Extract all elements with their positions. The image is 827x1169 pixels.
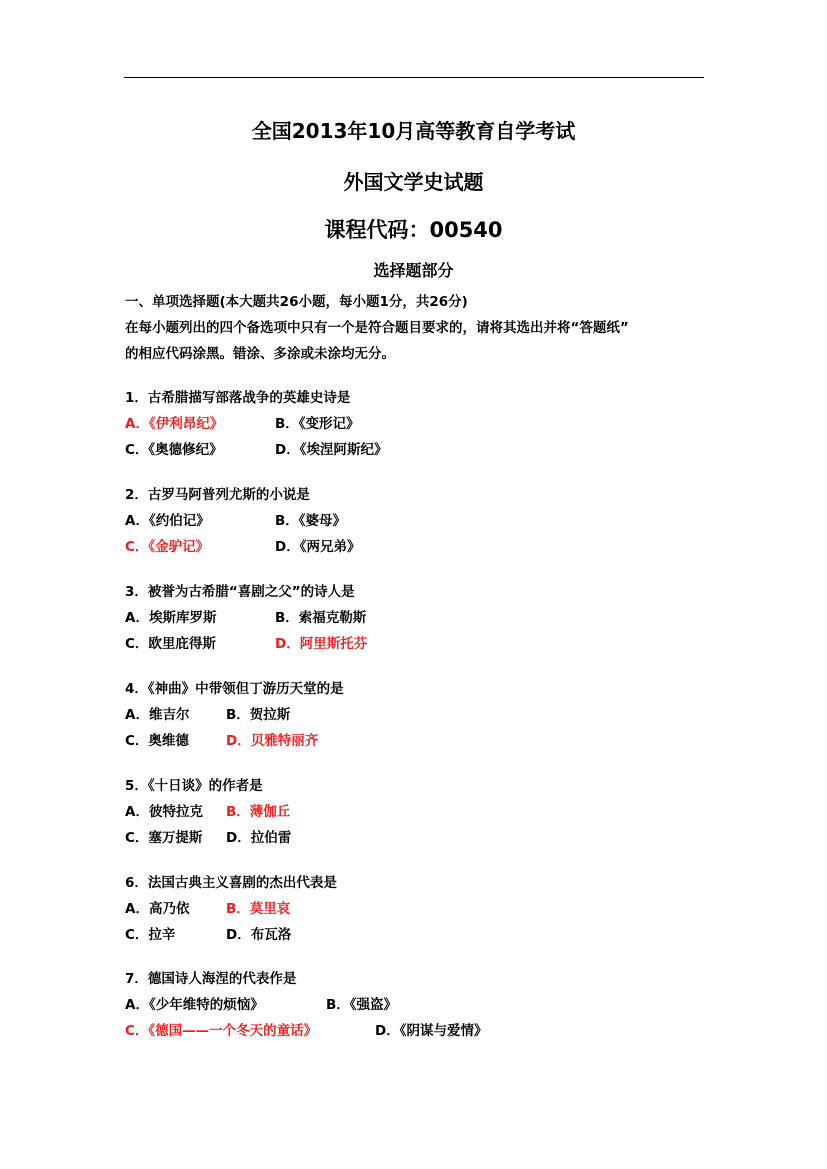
option-b: B．贺拉斯 (226, 707, 291, 723)
option-b: B．索福克勒斯 (275, 610, 367, 626)
option-a: A．《少年维特的烦恼》 (125, 997, 264, 1013)
option-a: A．彼特拉克 (125, 804, 203, 820)
question-stem: 6．法国古典主义喜剧的杰出代表是 (125, 875, 337, 891)
option-a: A．维吉尔 (125, 707, 190, 723)
option-c: C．《奥德修纪》 (125, 442, 223, 458)
section-heading: 一、单项选择题(本大题共26小题，每小题1分，共26分) (125, 294, 468, 310)
question-stem: 4．《神曲》中带领但丁游历天堂的是 (125, 681, 344, 697)
exam-title: 全国2013年10月高等教育自学考试 (251, 119, 576, 143)
option-a: A．高乃依 (125, 901, 190, 917)
course-code: 课程代码：00540 (324, 218, 503, 242)
option-c: C．奥维德 (125, 733, 189, 749)
question-stem: 5．《十日谈》的作者是 (125, 778, 263, 794)
option-b: B．《强盗》 (326, 997, 398, 1013)
option-c: C．《德国——一个冬天的童话》 (125, 1023, 318, 1039)
header-rule (124, 77, 704, 78)
question-stem: 7．德国诗人海涅的代表作是 (125, 971, 297, 987)
option-d: D．布瓦洛 (226, 927, 292, 943)
question-stem: 2．古罗马阿普列尤斯的小说是 (125, 487, 310, 503)
option-d: D．《两兄弟》 (275, 539, 361, 555)
option-a: A．埃斯库罗斯 (125, 610, 217, 626)
option-b: B．莫里哀 (226, 901, 291, 917)
option-d: D．《阴谋与爱情》 (375, 1023, 488, 1039)
option-c: C．欧里庇得斯 (125, 636, 216, 652)
option-d: D．拉伯雷 (226, 830, 292, 846)
option-c: C．塞万提斯 (125, 830, 203, 846)
part-title: 选择题部分 (373, 261, 454, 280)
option-b: B．《婆母》 (275, 513, 347, 529)
option-b: B．薄伽丘 (226, 804, 291, 820)
instructions-line-1: 在每小题列出的四个备选项中只有一个是符合题目要求的，请将其选出并将“答题纸” (125, 320, 629, 336)
subject-title: 外国文学史试题 (343, 170, 484, 194)
instructions-line-2: 的相应代码涂黑。错涂、多涂或未涂均无分。 (125, 346, 395, 362)
option-a: A．《约伯记》 (125, 513, 210, 529)
question-stem: 3．被誉为古希腊“喜剧之父”的诗人是 (125, 584, 355, 600)
option-a: A．《伊利昂纪》 (125, 416, 224, 432)
option-d: D．贝雅特丽齐 (226, 733, 319, 749)
option-d: D．阿里斯托芬 (275, 636, 368, 652)
question-stem: 1．古希腊描写部落战争的英雄史诗是 (125, 390, 351, 406)
option-b: B．《变形记》 (275, 416, 360, 432)
option-c: C．《金驴记》 (125, 539, 210, 555)
option-d: D．《埃涅阿斯纪》 (275, 442, 388, 458)
option-c: C．拉辛 (125, 927, 176, 943)
